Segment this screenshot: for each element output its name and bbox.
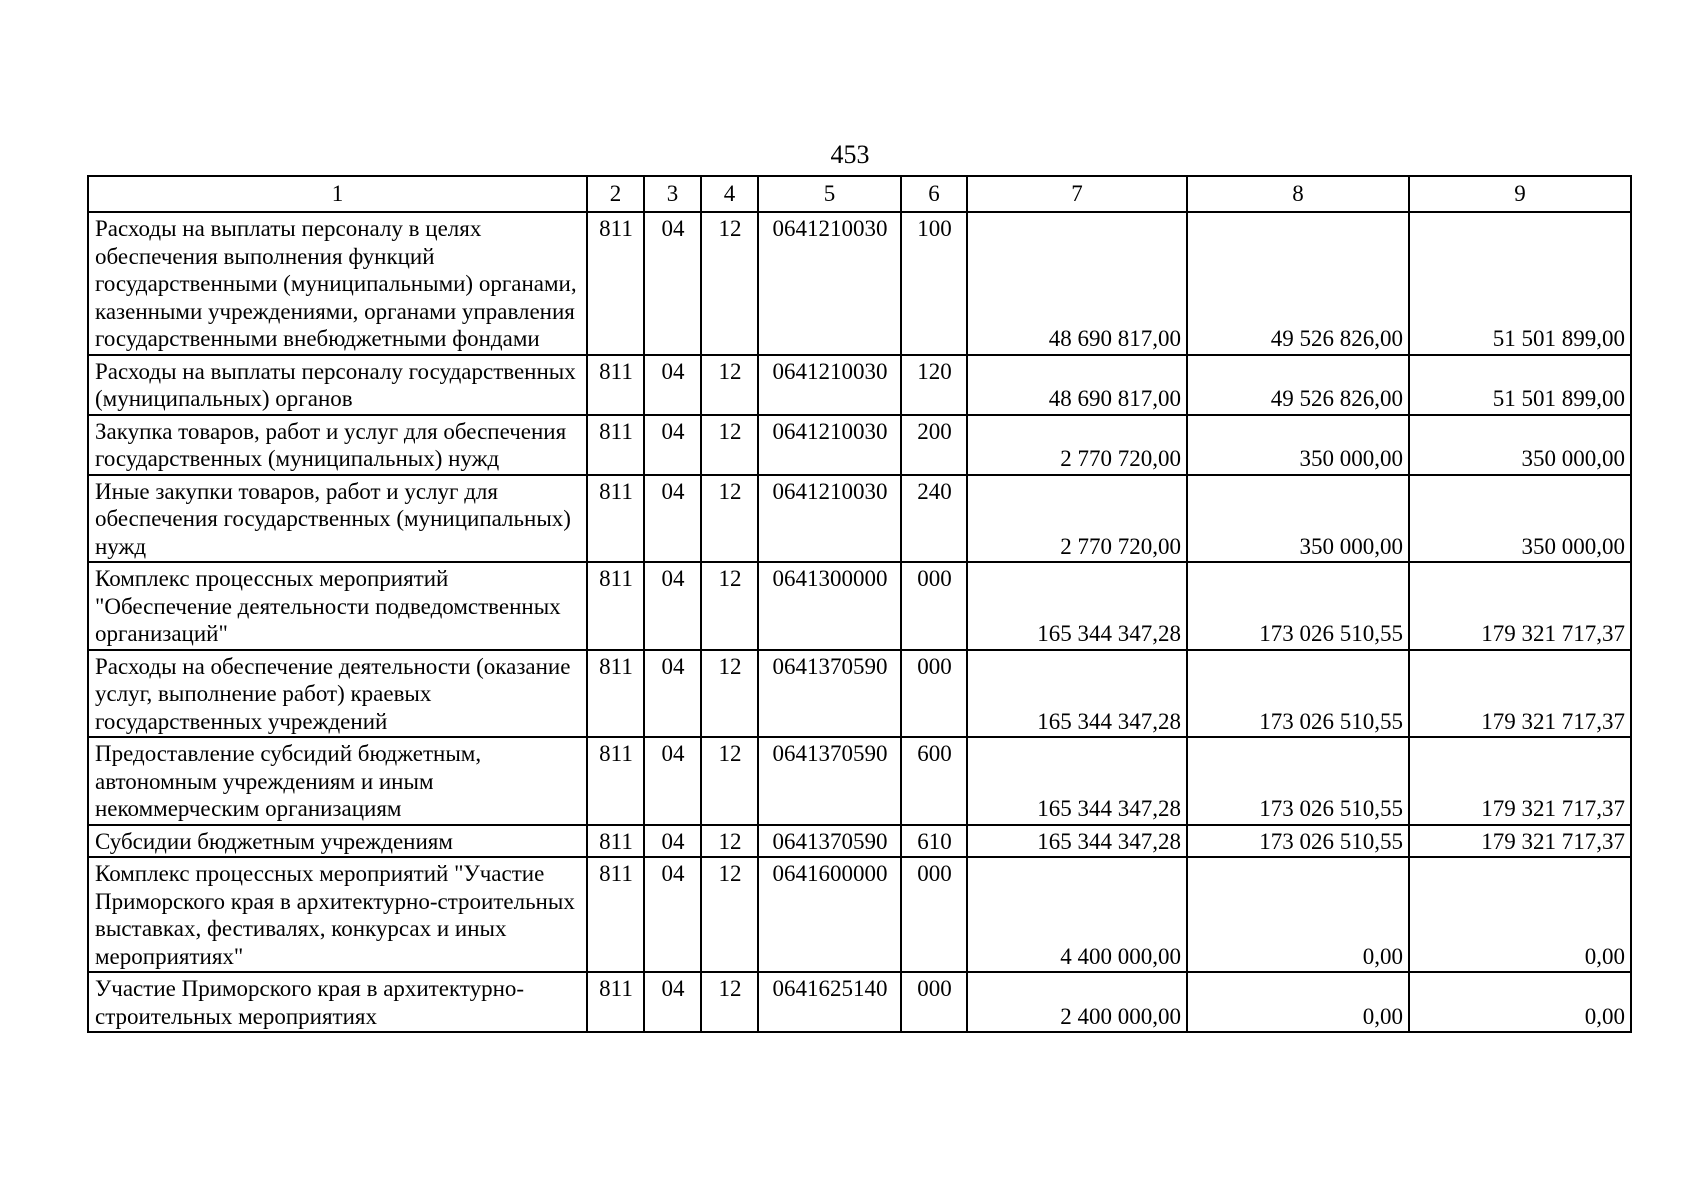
ministry-code: 811: [587, 857, 644, 972]
section-code: 04: [644, 415, 701, 475]
section-code: 04: [644, 825, 701, 858]
page-number: 453: [830, 140, 870, 169]
table-row: [88, 857, 1631, 972]
amount-col8: 0,00: [1187, 857, 1409, 972]
target-item-code: 0641210030: [758, 475, 901, 563]
amount-col7: 165 344 347,28: [967, 562, 1187, 650]
amount-col9: 51 501 899,00: [1409, 355, 1631, 415]
ministry-code: 811: [587, 650, 644, 738]
amount-col8: 0,00: [1187, 972, 1409, 1032]
amount-col8: 173 026 510,55: [1187, 825, 1409, 858]
section-code: 04: [644, 475, 701, 563]
expense-name: Расходы на обеспечение деятельности (оказание услуг, выполнение работ) краевых государственных учреждений: [88, 650, 587, 738]
expense-type-code: 000: [901, 562, 967, 650]
expense-type-code: 610: [901, 825, 967, 858]
subsection-code: 12: [701, 562, 758, 650]
amount-col7: 2 770 720,00: [967, 475, 1187, 563]
expense-name: Расходы на выплаты персоналу в целях обеспечения выполнения функций государственными (муниципальными) органами, казенными учреждениями, органами управления государственными внебюджетными фондами: [88, 212, 587, 355]
amount-col8: 173 026 510,55: [1187, 650, 1409, 738]
section-code: 04: [644, 857, 701, 972]
ministry-code: 811: [587, 737, 644, 825]
target-item-code: 0641370590: [758, 737, 901, 825]
amount-col7: 2 400 000,00: [967, 972, 1187, 1032]
amount-col7: 165 344 347,28: [967, 825, 1187, 858]
ministry-code: 811: [587, 212, 644, 355]
amount-col9: 0,00: [1409, 857, 1631, 972]
expense-name: Комплекс процессных мероприятий "Участие Приморского края в архитектурно-строительных выставках, фестивалях, конкурсах и иных мероприятиях": [88, 857, 587, 972]
amount-col8: 350 000,00: [1187, 415, 1409, 475]
target-item-code: 0641210030: [758, 355, 901, 415]
ministry-code: 811: [587, 475, 644, 563]
target-item-code: 0641300000: [758, 562, 901, 650]
section-code: 04: [644, 355, 701, 415]
expense-name: Субсидии бюджетным учреждениям: [88, 825, 587, 858]
expense-type-code: 100: [901, 212, 967, 355]
amount-col7: 48 690 817,00: [967, 212, 1187, 355]
header-cell: 6: [901, 176, 967, 212]
amount-col9: 179 321 717,37: [1409, 825, 1631, 858]
section-code: 04: [644, 650, 701, 738]
header-cell: 3: [644, 176, 701, 212]
table-row: [88, 650, 1631, 738]
subsection-code: 12: [701, 355, 758, 415]
amount-col9: 179 321 717,37: [1409, 737, 1631, 825]
table-row: [88, 972, 1631, 1032]
amount-col9: 179 321 717,37: [1409, 650, 1631, 738]
header-cell: 5: [758, 176, 901, 212]
section-code: 04: [644, 972, 701, 1032]
target-item-code: 0641625140: [758, 972, 901, 1032]
amount-col8: 350 000,00: [1187, 475, 1409, 563]
target-item-code: 0641370590: [758, 825, 901, 858]
amount-col9: 350 000,00: [1409, 475, 1631, 563]
table-row: [88, 415, 1631, 475]
amount-col7: 165 344 347,28: [967, 650, 1187, 738]
expense-type-code: 600: [901, 737, 967, 825]
expense-type-code: 000: [901, 857, 967, 972]
expense-name: Комплекс процессных мероприятий "Обеспечение деятельности подведомственных организаций": [88, 562, 587, 650]
expense-name: Расходы на выплаты персоналу государственных (муниципальных) органов: [88, 355, 587, 415]
table-row: [88, 212, 1631, 355]
amount-col9: 0,00: [1409, 972, 1631, 1032]
amount-col7: 48 690 817,00: [967, 355, 1187, 415]
ministry-code: 811: [587, 972, 644, 1032]
subsection-code: 12: [701, 650, 758, 738]
target-item-code: 0641210030: [758, 212, 901, 355]
amount-col9: 179 321 717,37: [1409, 562, 1631, 650]
ministry-code: 811: [587, 562, 644, 650]
section-code: 04: [644, 212, 701, 355]
section-code: 04: [644, 562, 701, 650]
table-row: [88, 737, 1631, 825]
expense-type-code: 000: [901, 650, 967, 738]
expense-type-code: 120: [901, 355, 967, 415]
header-cell: 8: [1187, 176, 1409, 212]
expense-type-code: 200: [901, 415, 967, 475]
table-row: [88, 562, 1631, 650]
table-row: [88, 825, 1631, 858]
amount-col8: 49 526 826,00: [1187, 212, 1409, 355]
expense-name: Закупка товаров, работ и услуг для обеспечения государственных (муниципальных) нужд: [88, 415, 587, 475]
amount-col9: 51 501 899,00: [1409, 212, 1631, 355]
table-row: [88, 355, 1631, 415]
ministry-code: 811: [587, 825, 644, 858]
amount-col7: 2 770 720,00: [967, 415, 1187, 475]
subsection-code: 12: [701, 737, 758, 825]
header-cell: 9: [1409, 176, 1631, 212]
budget-table: [87, 175, 1632, 1033]
subsection-code: 12: [701, 825, 758, 858]
subsection-code: 12: [701, 212, 758, 355]
expense-type-code: 000: [901, 972, 967, 1032]
amount-col8: 173 026 510,55: [1187, 562, 1409, 650]
expense-name: Иные закупки товаров, работ и услуг для обеспечения государственных (муниципальных) нужд: [88, 475, 587, 563]
ministry-code: 811: [587, 415, 644, 475]
header-cell: 1: [88, 176, 587, 212]
amount-col8: 173 026 510,55: [1187, 737, 1409, 825]
target-item-code: 0641210030: [758, 415, 901, 475]
amount-col9: 350 000,00: [1409, 415, 1631, 475]
ministry-code: 811: [587, 355, 644, 415]
header-row: [88, 176, 1631, 212]
header-cell: 4: [701, 176, 758, 212]
target-item-code: 0641370590: [758, 650, 901, 738]
subsection-code: 12: [701, 475, 758, 563]
target-item-code: 0641600000: [758, 857, 901, 972]
expense-name: Участие Приморского края в архитектурно-строительных мероприятиях: [88, 972, 587, 1032]
expense-type-code: 240: [901, 475, 967, 563]
section-code: 04: [644, 737, 701, 825]
expense-name: Предоставление субсидий бюджетным, автономным учреждениям и иным некоммерческим организациям: [88, 737, 587, 825]
subsection-code: 12: [701, 972, 758, 1032]
amount-col7: 4 400 000,00: [967, 857, 1187, 972]
subsection-code: 12: [701, 415, 758, 475]
amount-col7: 165 344 347,28: [967, 737, 1187, 825]
table-row: [88, 475, 1631, 563]
amount-col8: 49 526 826,00: [1187, 355, 1409, 415]
subsection-code: 12: [701, 857, 758, 972]
header-cell: 2: [587, 176, 644, 212]
header-cell: 7: [967, 176, 1187, 212]
